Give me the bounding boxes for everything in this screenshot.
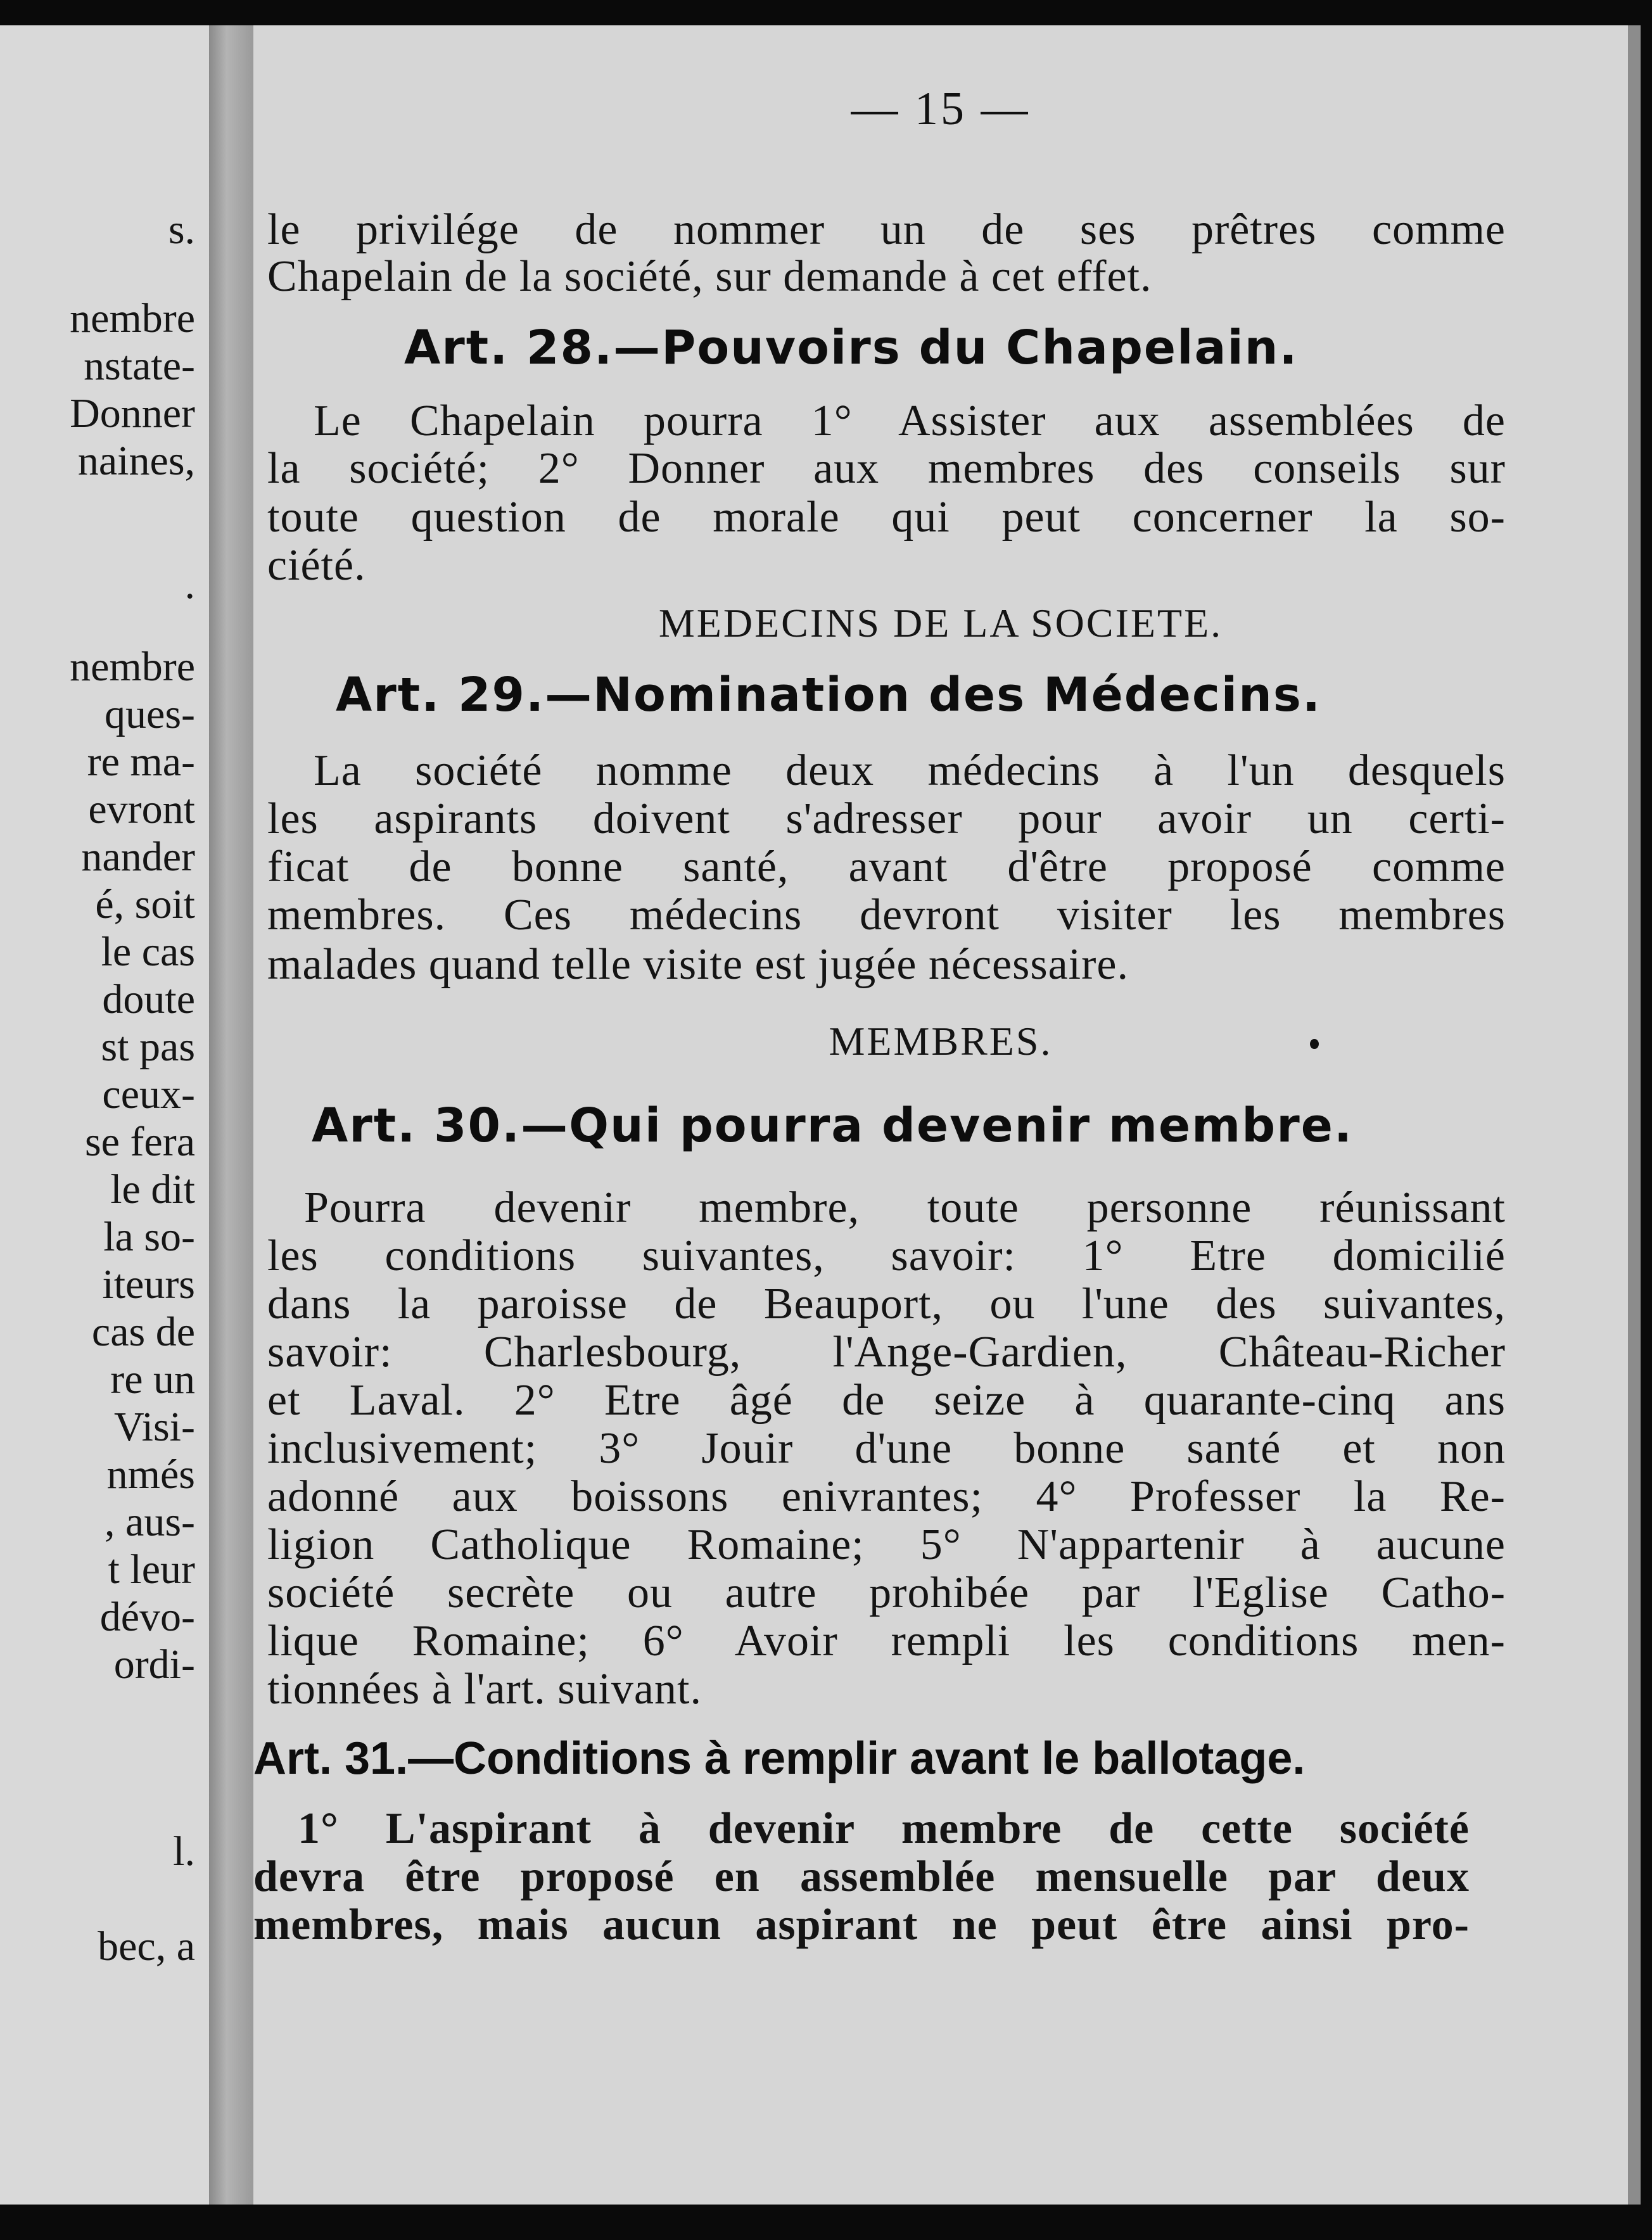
- article-29-line: membres. Ces médecins devront visiter les membres: [267, 891, 1506, 939]
- section-title-medecins: MEDECINS DE LA SOCIETE.: [658, 601, 1223, 646]
- article-30-line: inclusivement; 3° Jouir d'une bonne santé et non: [267, 1424, 1506, 1473]
- previous-page-fragment: naines,: [77, 438, 195, 484]
- article-30-line: Pourra devenir membre, toute personne réunissant: [304, 1183, 1506, 1232]
- previous-page-fragment: l.: [173, 1828, 195, 1874]
- article-30-line: savoir: Charlesbourg, l'Ange-Gardien, Château-Richer: [267, 1328, 1506, 1377]
- article-30-line: tionnées à l'art. suivant.: [267, 1665, 702, 1714]
- previous-page-fragment: nstate-: [84, 343, 195, 389]
- article-30-line: ligion Catholique Romaine; 5° N'appartenir à aucune: [267, 1520, 1506, 1569]
- article-29-line: ficat de bonne santé, avant d'être proposé comme: [267, 843, 1506, 891]
- article-30-line: adonné aux boissons enivrantes; 4° Professer la Re-: [267, 1472, 1506, 1521]
- book-page: [253, 25, 1628, 2205]
- previous-page-fragment: doute: [102, 976, 195, 1022]
- article-31-line: 1° L'aspirant à devenir membre de cette société: [298, 1804, 1470, 1853]
- previous-page-fragment: t leur: [108, 1546, 195, 1593]
- previous-page-fragment: é, soit: [95, 881, 195, 927]
- article-28-line: Le Chapelain pourra 1° Assister aux assemblées de: [314, 397, 1506, 445]
- article-29-line: les aspirants doivent s'adresser pour avoir un certi-: [267, 794, 1506, 843]
- previous-page-fragment: cas de: [91, 1309, 195, 1355]
- article-31-line: devra être proposé en assemblée mensuelle par deux: [253, 1852, 1470, 1901]
- intro-line: le privilége de nommer un de ses prêtres comme: [267, 205, 1506, 254]
- previous-page-fragment: le cas: [101, 929, 195, 975]
- previous-page-fragment: , aus-: [105, 1499, 195, 1545]
- previous-page-fragment: re ma-: [87, 739, 195, 785]
- previous-page-fragment: nander: [81, 834, 195, 880]
- previous-page-fragment: la so-: [103, 1214, 195, 1260]
- previous-page-fragment: iteurs: [102, 1261, 195, 1308]
- previous-page-fragment: nembre: [70, 295, 195, 341]
- article-29-line: La société nomme deux médecins à l'un desquels: [314, 746, 1506, 795]
- page-number: — 15 —: [851, 83, 1031, 135]
- article-31-line: membres, mais aucun aspirant ne peut être ainsi pro-: [253, 1900, 1470, 1949]
- previous-page-fragment: nembre: [70, 644, 195, 690]
- article-28-line: toute question de morale qui peut concerner la so-: [267, 493, 1506, 542]
- article-29-heading: Art. 29.—Nomination des Médecins.: [336, 668, 1322, 722]
- article-31-heading: Art. 31.—Conditions à remplir avant le ballotage.: [253, 1733, 1306, 1784]
- article-30-line: société secrète ou autre prohibée par l'Eglise Catho-: [267, 1569, 1506, 1617]
- ink-speck: [1310, 1039, 1319, 1049]
- previous-page-fragment: ques-: [105, 691, 195, 737]
- previous-page-fragment: le dit: [110, 1166, 195, 1212]
- article-30-line: et Laval. 2° Etre âgé de seize à quarante-cinq ans: [267, 1376, 1506, 1425]
- article-30-line: les conditions suivantes, savoir: 1° Etre domicilié: [267, 1231, 1506, 1280]
- page-content: [253, 25, 1628, 2205]
- article-29-line: malades quand telle visite est jugée nécessaire.: [267, 940, 1129, 989]
- previous-page-fragment: .: [184, 561, 195, 608]
- previous-page-fragment: bec, a: [98, 1923, 195, 1970]
- previous-page-fragment: se fera: [84, 1119, 195, 1165]
- article-28-heading: Art. 28.—Pouvoirs du Chapelain.: [404, 321, 1299, 375]
- previous-page-fragment: dévo-: [99, 1594, 195, 1640]
- page-edge: [1628, 25, 1641, 2205]
- previous-page-edge: [0, 25, 209, 2205]
- book-gutter: [209, 25, 253, 2205]
- previous-page-fragment: Visi-: [113, 1404, 195, 1450]
- previous-page-fragment: re un: [110, 1356, 195, 1403]
- article-28-line: ciété.: [267, 541, 366, 590]
- article-28-line: la société; 2° Donner aux membres des conseils sur: [267, 444, 1506, 493]
- previous-page-fragment: Donner: [70, 390, 195, 436]
- previous-page-fragment: evront: [88, 786, 195, 832]
- previous-page-fragment: ceux-: [102, 1071, 195, 1117]
- previous-page-fragment: s.: [168, 207, 195, 253]
- intro-line: Chapelain de la société, sur demande à cet effet.: [267, 252, 1152, 301]
- previous-page-fragment: nmés: [106, 1451, 195, 1498]
- previous-page-fragment: st pas: [101, 1024, 195, 1070]
- article-30-line: dans la paroisse de Beauport, ou l'une des suivantes,: [267, 1280, 1506, 1328]
- section-title-membres: MEMBRES.: [829, 1019, 1053, 1064]
- previous-page-fragment: ordi-: [113, 1641, 195, 1688]
- article-30-line: lique Romaine; 6° Avoir rempli les conditions men-: [267, 1617, 1506, 1665]
- article-30-heading: Art. 30.—Qui pourra devenir membre.: [312, 1098, 1354, 1153]
